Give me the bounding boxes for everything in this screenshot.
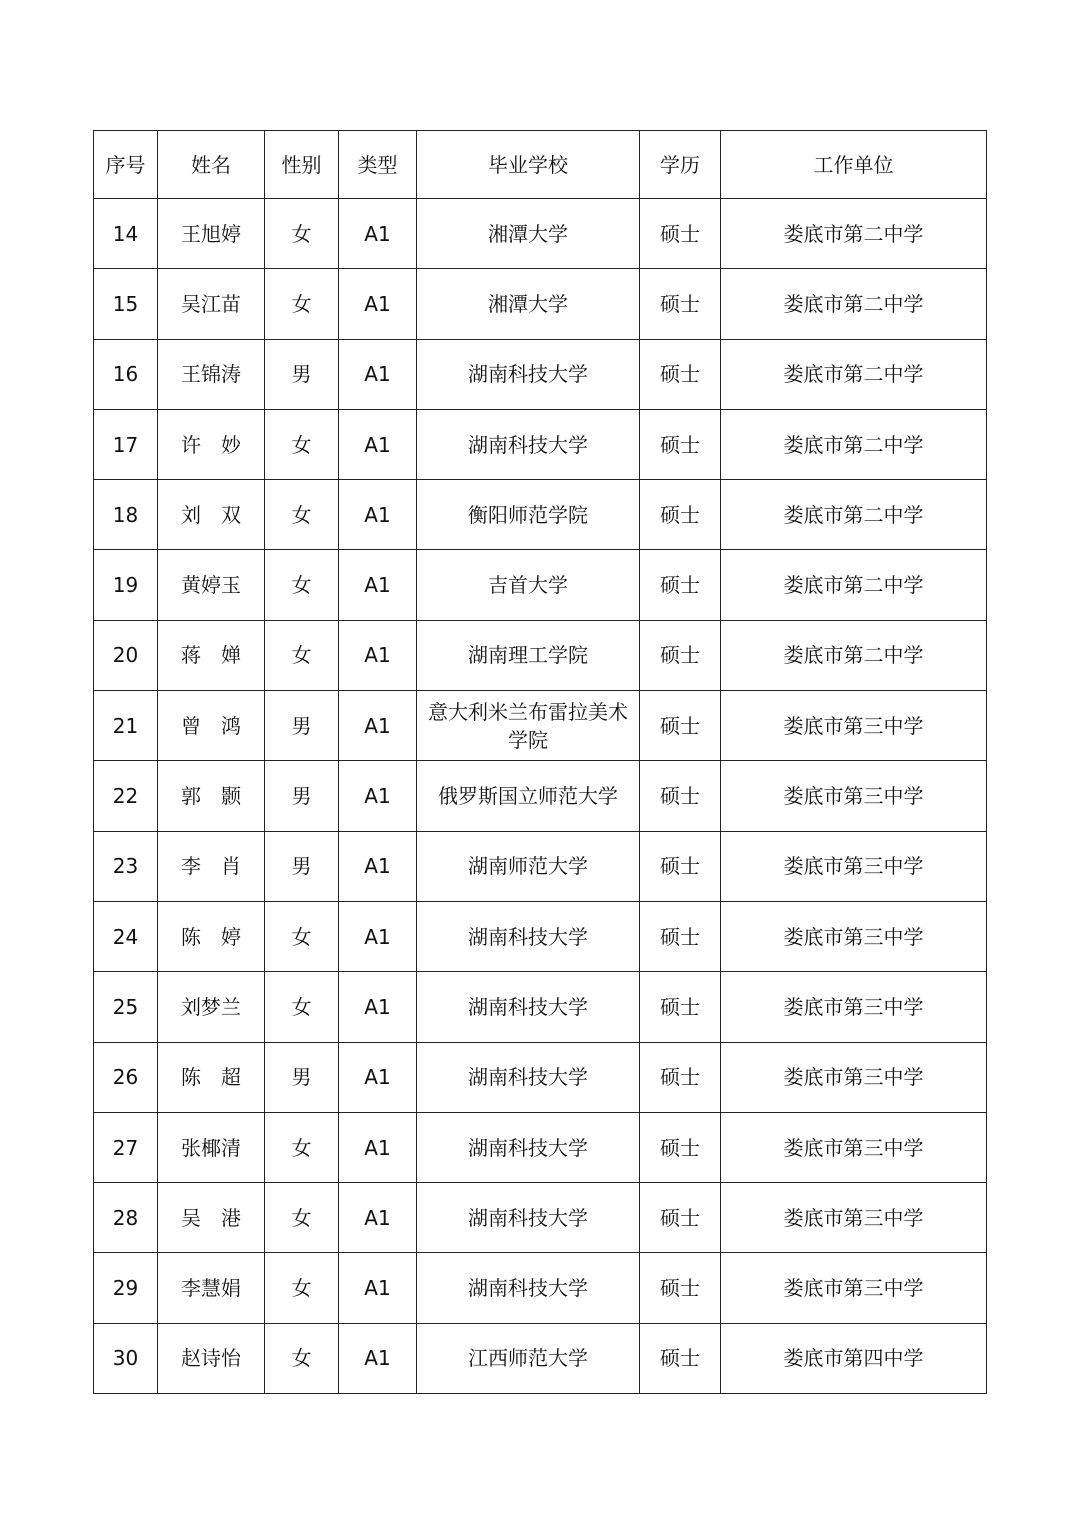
- cell-type: A1: [339, 1183, 417, 1253]
- cell-serial-number: 21: [94, 691, 158, 761]
- cell-type: A1: [339, 550, 417, 620]
- cell-name: 蒋 婵: [158, 620, 265, 690]
- cell-graduated-school: 江西师范大学: [417, 1323, 640, 1393]
- cell-gender: 男: [265, 339, 339, 409]
- cell-graduated-school: 衡阳师范学院: [417, 480, 640, 550]
- cell-gender: 女: [265, 620, 339, 690]
- cell-type: A1: [339, 691, 417, 761]
- cell-type: A1: [339, 901, 417, 971]
- cell-type: A1: [339, 972, 417, 1042]
- cell-work-unit: 娄底市第二中学: [721, 199, 987, 269]
- table-row: [94, 480, 987, 550]
- table-row: [94, 550, 987, 620]
- cell-graduated-school: 意大利米兰布雷拉美术学院: [417, 691, 640, 761]
- cell-graduated-school: 吉首大学: [417, 550, 640, 620]
- cell-serial-number: 28: [94, 1183, 158, 1253]
- cell-serial-number: 16: [94, 339, 158, 409]
- cell-type: A1: [339, 269, 417, 339]
- cell-name: 陈 超: [158, 1042, 265, 1112]
- cell-type: A1: [339, 1323, 417, 1393]
- cell-graduated-school: 湖南科技大学: [417, 1042, 640, 1112]
- cell-degree: 硕士: [640, 339, 721, 409]
- cell-gender: 女: [265, 1253, 339, 1323]
- cell-work-unit: 娄底市第三中学: [721, 901, 987, 971]
- cell-name: 黄婷玉: [158, 550, 265, 620]
- cell-serial-number: 14: [94, 199, 158, 269]
- cell-gender: 女: [265, 1183, 339, 1253]
- cell-name: 赵诗怡: [158, 1323, 265, 1393]
- cell-gender: 男: [265, 691, 339, 761]
- cell-gender: 男: [265, 761, 339, 831]
- cell-work-unit: 娄底市第二中学: [721, 480, 987, 550]
- cell-serial-number: 25: [94, 972, 158, 1042]
- table-row: [94, 409, 987, 479]
- cell-serial-number: 19: [94, 550, 158, 620]
- table-body: [94, 199, 987, 1394]
- cell-degree: 硕士: [640, 901, 721, 971]
- cell-serial-number: 23: [94, 831, 158, 901]
- table-row: [94, 620, 987, 690]
- cell-type: A1: [339, 1042, 417, 1112]
- cell-work-unit: 娄底市第三中学: [721, 831, 987, 901]
- cell-name: 吴江苗: [158, 269, 265, 339]
- cell-work-unit: 娄底市第二中学: [721, 550, 987, 620]
- cell-work-unit: 娄底市第三中学: [721, 1253, 987, 1323]
- cell-serial-number: 29: [94, 1253, 158, 1323]
- cell-name: 陈 婷: [158, 901, 265, 971]
- cell-gender: 男: [265, 1042, 339, 1112]
- cell-type: A1: [339, 831, 417, 901]
- cell-name: 张椰清: [158, 1112, 265, 1182]
- cell-gender: 女: [265, 480, 339, 550]
- cell-degree: 硕士: [640, 1253, 721, 1323]
- cell-work-unit: 娄底市第四中学: [721, 1323, 987, 1393]
- cell-graduated-school: 湘潭大学: [417, 199, 640, 269]
- header-work-unit: 工作单位: [721, 131, 987, 199]
- header-type: 类型: [339, 131, 417, 199]
- table-row: [94, 831, 987, 901]
- cell-degree: 硕士: [640, 972, 721, 1042]
- header-degree: 学历: [640, 131, 721, 199]
- cell-graduated-school: 湖南科技大学: [417, 901, 640, 971]
- cell-work-unit: 娄底市第三中学: [721, 761, 987, 831]
- cell-work-unit: 娄底市第三中学: [721, 972, 987, 1042]
- cell-serial-number: 22: [94, 761, 158, 831]
- cell-name: 曾 鸿: [158, 691, 265, 761]
- cell-name: 刘梦兰: [158, 972, 265, 1042]
- cell-gender: 女: [265, 550, 339, 620]
- cell-degree: 硕士: [640, 550, 721, 620]
- cell-gender: 女: [265, 972, 339, 1042]
- cell-type: A1: [339, 409, 417, 479]
- cell-work-unit: 娄底市第二中学: [721, 269, 987, 339]
- cell-graduated-school: 湖南科技大学: [417, 972, 640, 1042]
- cell-degree: 硕士: [640, 831, 721, 901]
- cell-graduated-school: 湘潭大学: [417, 269, 640, 339]
- cell-work-unit: 娄底市第三中学: [721, 1042, 987, 1112]
- cell-graduated-school: 湖南科技大学: [417, 1183, 640, 1253]
- header-graduated-school: 毕业学校: [417, 131, 640, 199]
- cell-type: A1: [339, 761, 417, 831]
- cell-degree: 硕士: [640, 620, 721, 690]
- cell-work-unit: 娄底市第三中学: [721, 1183, 987, 1253]
- table-row: [94, 1112, 987, 1182]
- cell-gender: 女: [265, 901, 339, 971]
- cell-serial-number: 15: [94, 269, 158, 339]
- cell-degree: 硕士: [640, 1042, 721, 1112]
- cell-gender: 女: [265, 409, 339, 479]
- cell-degree: 硕士: [640, 480, 721, 550]
- cell-graduated-school: 俄罗斯国立师范大学: [417, 761, 640, 831]
- cell-degree: 硕士: [640, 1183, 721, 1253]
- cell-name: 李慧娟: [158, 1253, 265, 1323]
- cell-degree: 硕士: [640, 691, 721, 761]
- cell-type: A1: [339, 199, 417, 269]
- cell-type: A1: [339, 480, 417, 550]
- table-row: [94, 1042, 987, 1112]
- cell-serial-number: 27: [94, 1112, 158, 1182]
- table-row: [94, 339, 987, 409]
- cell-gender: 女: [265, 269, 339, 339]
- cell-name: 许 妙: [158, 409, 265, 479]
- cell-gender: 女: [265, 199, 339, 269]
- cell-degree: 硕士: [640, 199, 721, 269]
- staff-roster-table: [93, 130, 987, 1394]
- cell-type: A1: [339, 339, 417, 409]
- header-name: 姓名: [158, 131, 265, 199]
- cell-graduated-school: 湖南师范大学: [417, 831, 640, 901]
- cell-serial-number: 30: [94, 1323, 158, 1393]
- cell-name: 李 肖: [158, 831, 265, 901]
- cell-type: A1: [339, 1112, 417, 1182]
- cell-degree: 硕士: [640, 1323, 721, 1393]
- cell-work-unit: 娄底市第二中学: [721, 620, 987, 690]
- cell-degree: 硕士: [640, 269, 721, 339]
- cell-name: 郭 颢: [158, 761, 265, 831]
- cell-work-unit: 娄底市第二中学: [721, 409, 987, 479]
- cell-serial-number: 26: [94, 1042, 158, 1112]
- cell-gender: 女: [265, 1323, 339, 1393]
- header-row: [94, 131, 987, 199]
- table-header: [94, 131, 987, 199]
- cell-type: A1: [339, 620, 417, 690]
- table-row: [94, 269, 987, 339]
- table-row: [94, 691, 987, 761]
- cell-serial-number: 17: [94, 409, 158, 479]
- cell-name: 王旭婷: [158, 199, 265, 269]
- cell-work-unit: 娄底市第三中学: [721, 1112, 987, 1182]
- cell-name: 王锦涛: [158, 339, 265, 409]
- cell-work-unit: 娄底市第二中学: [721, 339, 987, 409]
- cell-serial-number: 20: [94, 620, 158, 690]
- cell-type: A1: [339, 1253, 417, 1323]
- table-row: [94, 1253, 987, 1323]
- cell-graduated-school: 湖南科技大学: [417, 1253, 640, 1323]
- header-gender: 性别: [265, 131, 339, 199]
- table-row: [94, 972, 987, 1042]
- table-row: [94, 901, 987, 971]
- cell-graduated-school: 湖南科技大学: [417, 1112, 640, 1182]
- cell-serial-number: 24: [94, 901, 158, 971]
- cell-degree: 硕士: [640, 1112, 721, 1182]
- cell-name: 吴 港: [158, 1183, 265, 1253]
- header-serial-number: 序号: [94, 131, 158, 199]
- cell-graduated-school: 湖南科技大学: [417, 409, 640, 479]
- table-row: [94, 1183, 987, 1253]
- cell-degree: 硕士: [640, 761, 721, 831]
- table-row: [94, 1323, 987, 1393]
- cell-degree: 硕士: [640, 409, 721, 479]
- cell-gender: 男: [265, 831, 339, 901]
- table-row: [94, 199, 987, 269]
- cell-serial-number: 18: [94, 480, 158, 550]
- cell-name: 刘 双: [158, 480, 265, 550]
- cell-gender: 女: [265, 1112, 339, 1182]
- table-row: [94, 761, 987, 831]
- cell-graduated-school: 湖南理工学院: [417, 620, 640, 690]
- cell-graduated-school: 湖南科技大学: [417, 339, 640, 409]
- cell-work-unit: 娄底市第三中学: [721, 691, 987, 761]
